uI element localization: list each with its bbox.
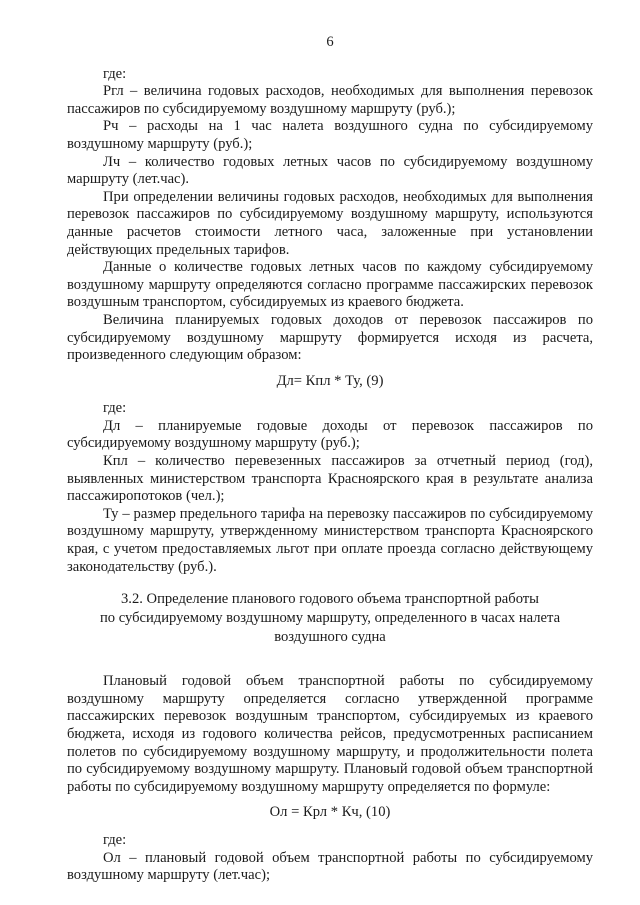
definition-lch: Лч – количество годовых летных часов по субсидируемому воздушному маршруту (лет.час). — [67, 153, 593, 188]
where-label: где: — [103, 831, 127, 848]
page-number: 6 — [326, 34, 334, 50]
paragraph-flight-hours: Данные о количестве годовых летных часов по каждому субсидируемому воздушному маршруту определяются согласно программе пассажирских перевозок воздушным транспортом, субсидируемых из краевого бюджета. — [67, 259, 593, 311]
where-label: где: — [103, 65, 127, 82]
paragraph-expenses: При определении величины годовых расходов, необходимых для выполнения перевозок пассажиров по субсидируемому воздушному маршруту, используются данные расчетов стоимости летного часа, заложенные при установлении действующих предельных тарифов. — [67, 188, 593, 258]
definition-dl: Дл – планируемые годовые доходы от перевозок пассажиров по субсидируемому воздушному маршруту (руб.); — [67, 417, 593, 452]
paragraph-revenue: Величина планируемых годовых доходов от перевозок пассажиров по субсидируемому воздушному маршруту формируется исходя из расчета, произведенного следующим образом: — [67, 311, 593, 364]
formula-10: Ол = Крл * Кч, (10) — [269, 804, 391, 821]
heading-line: 3.2. Определение планового годового объема транспортной работы — [121, 591, 539, 608]
formula-9: Дл= Кпл * Ту, (9) — [276, 372, 384, 389]
definition-ol: Ол – плановый годовой объем транспортной работы по субсидируемому воздушному маршруту (лет.час); — [67, 849, 593, 884]
definition-kpl: Кпл – количество перевезенных пассажиров за отчетный период (год), выявленных министерством транспорта Красноярского края в результате анализа пассажиропотоков (чел.); — [67, 453, 593, 505]
heading-line: по субсидируемому воздушному маршруту, определенного в часах налета — [99, 610, 561, 627]
paragraph-planned-volume: Плановый годовой объем транспортной работы по субсидируемому воздушному маршруту определяется согласно утвержденной программе пассажирских перевозок воздушным транспортом, субсидируемых из краевого бюджета, исходя из годового количества рейсов, предусмотренных расписанием полетов по субсидируемому воздушному маршруту, и продолжительности полета по субсидируемому воздушному маршруту. Плановый годовой объем транспортной работы по субсидируемому воздушному маршруту определяется по формуле: — [67, 673, 593, 795]
definition-rch: Рч – расходы на 1 час налета воздушного судна по субсидируемому воздушному маршруту (руб.); — [67, 118, 593, 152]
definition-tu: Ту – размер предельного тарифа на перевозку пассажиров по субсидируемому воздушному маршруту, утвержденному министерством транспорта Красноярского края, с учетом предоставляемых льгот при оплате проезда согласно действующему законодательству (руб.). — [67, 505, 593, 575]
heading-line: воздушного судна — [274, 629, 386, 646]
definition-rgl: Ргл – величина годовых расходов, необходимых для выполнения перевозок пассажиров по субсидируемому воздушному маршруту (руб.); — [67, 83, 593, 117]
where-label: где: — [103, 400, 127, 417]
section-heading-3-2 — [67, 590, 593, 647]
